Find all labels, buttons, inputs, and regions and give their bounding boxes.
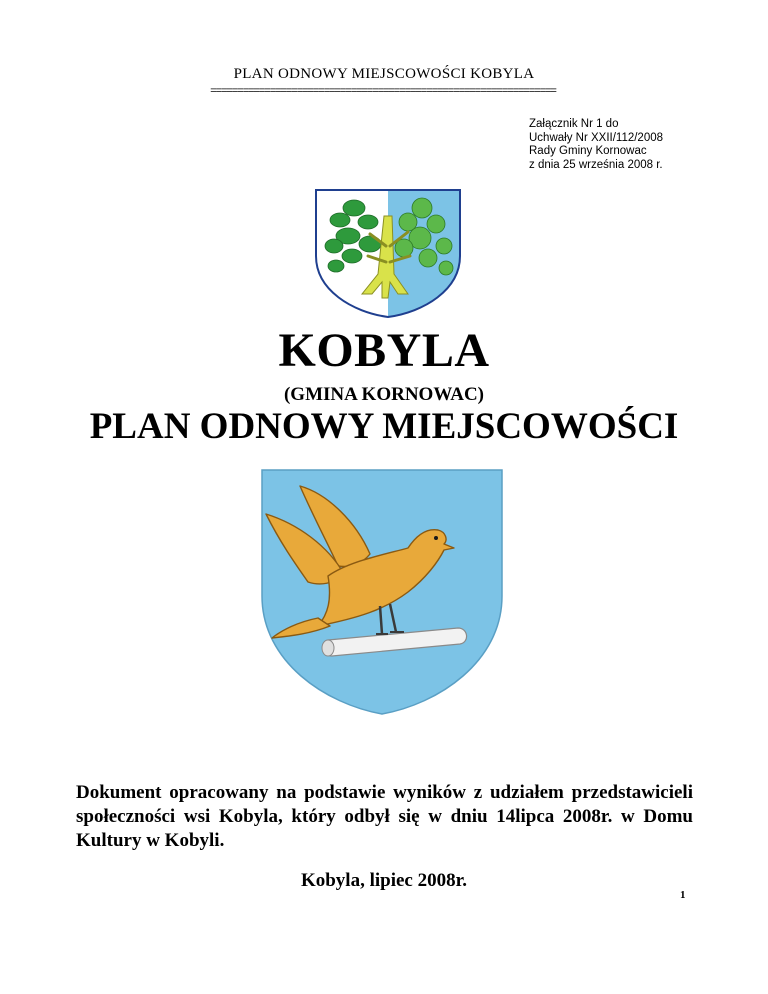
annex-line-2: Uchwały Nr XXII/112/2008 [529,131,664,144]
place-and-date: Kobyla, lipiec 2008r. [300,870,468,891]
annex-note [529,118,729,172]
gmina-subtitle: (GMINA KORNOWAC) [283,384,485,405]
plan-title: PLAN ODNOWY MIEJSCOWOŚCI [89,406,679,447]
header-rule: ================================================================ [210,87,556,97]
running-header: PLAN ODNOWY MIEJSCOWOŚCI KOBYLA [233,66,535,82]
village-coat-of-arms-icon [258,466,506,718]
page-number: 1 [680,889,686,901]
annex-line-1: Załącznik Nr 1 do [529,118,619,130]
annex-line-4: z dnia 25 września 2008 r. [529,158,663,171]
document-description: Dokument opracowany na podstawie wyników z udziałem przedstawicieli społeczności wsi Kobyla, który odbył się w dniu 14lipca 2008r. w Domu Kultury w Kobyli. [76,782,693,851]
annex-line-3: Rady Gminy Kornowac [529,145,647,157]
gmina-coat-of-arms-icon [312,186,464,320]
village-title: KOBYLA [278,324,490,377]
